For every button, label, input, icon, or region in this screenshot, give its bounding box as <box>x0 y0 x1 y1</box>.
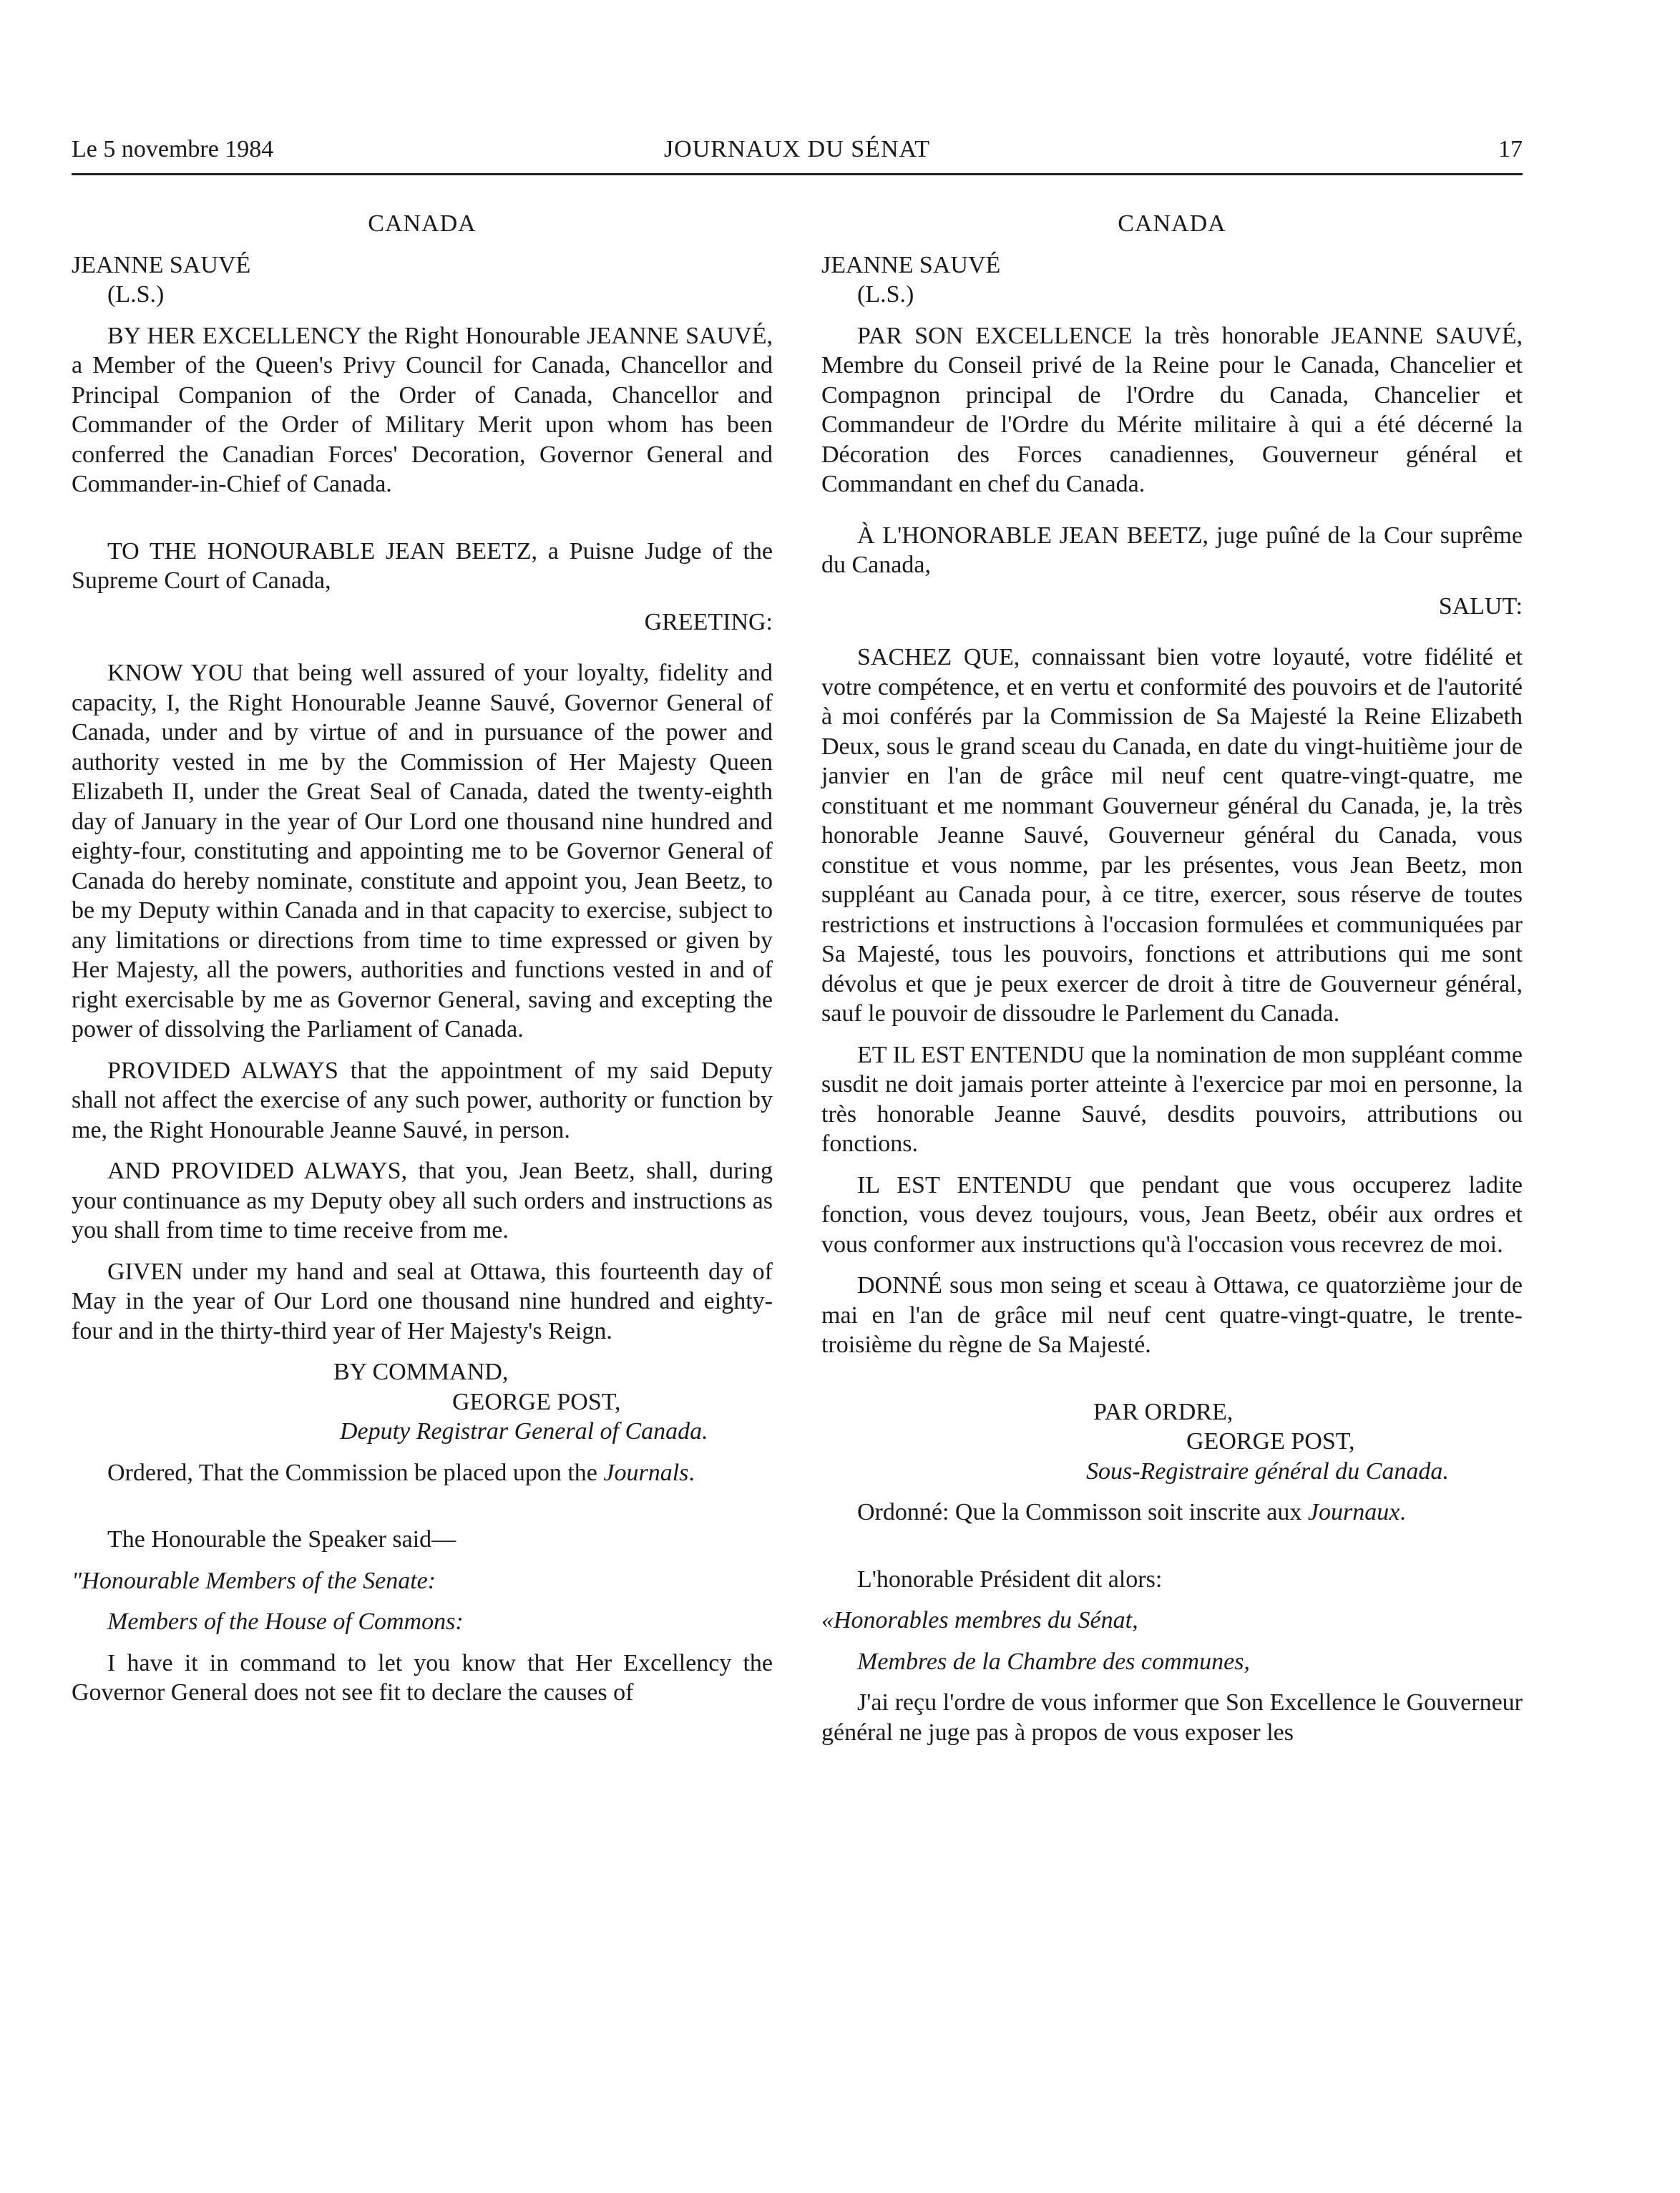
provided-always-paragraph: PROVIDED ALWAYS that the appointment of my said Deputy shall not affect the exercise of any such power, authority or function by me, the Right Honourable Jeanne Sauvé, in person. <box>72 1057 773 1143</box>
ordered-journals: Journaux <box>1307 1499 1400 1525</box>
ordered-text: Ordered, That the Commission be placed upon the <box>107 1459 604 1486</box>
know-you-paragraph: KNOW YOU that being well assured of your loyalty, fidelity and capacity, I, the Right Honourable Jeanne Sauvé, Governor General of Canada, under and by virtue of and in pursuance of the power and authority vested in me by the Commission of Her Majesty Queen Elizabeth II, under the Great Seal of Canada, dated the twenty-eighth day of January in the year of Our Lord one thousand nine hundred and eighty-four, constituting and appointing me to be Governor General of Canada do hereby nominate, constitute and appoint you, Jean Beetz, to be my Deputy within Canada and in that capacity to exercise, subject to any limitations or directions from time to time expressed or given by Her Majesty, all the powers, authorities and functions vested in and of right exercisable by me as Governor General, saving and excepting the power of dissolving the Parliament of Canada. <box>72 660 773 1042</box>
by-command-line: PAR ORDRE, <box>1093 1398 1234 1425</box>
country-heading: CANADA <box>368 210 477 237</box>
address-senate-line: «Honorables membres du Sénat, <box>821 1607 1138 1633</box>
page-header <box>72 136 1523 175</box>
closing-paragraph: I have it in command to let you know that Her Excellency the Governor General does not see fit to declare the causes of <box>72 1649 773 1706</box>
address-commons-line: Members of the House of Commons: <box>107 1608 464 1635</box>
english-column <box>72 209 773 1708</box>
addressee-paragraph: TO THE HONOURABLE JEAN BEETZ, a Puisne Judge of the Supreme Court of Canada, <box>72 537 773 594</box>
preamble-paragraph: PAR SON EXCELLENCE la très honorable JEANNE SAUVÉ, Membre du Conseil privé de la Reine pour le Canada, Chancelier et Compagnon principal de l'Ordre du Canada, Chancelier et Commandeur de l'Ordre du Mérite militaire à qui a été décerné la Décoration des Forces canadiennes, Gouverneur général et Commandant en chef du Canada. <box>821 322 1523 497</box>
signer-name: JEANNE SAUVÉ <box>821 251 1001 278</box>
ordered-suffix: . <box>688 1459 695 1486</box>
seal-mark: (L.S.) <box>107 281 165 308</box>
registrar-name: GEORGE POST, <box>1186 1428 1355 1455</box>
journal-title: JOURNAUX DU SÉNAT <box>663 136 931 162</box>
addressee-paragraph: À L'HONORABLE JEAN BEETZ, juge puîné de la Cour suprême du Canada, <box>821 522 1523 578</box>
preamble-paragraph: BY HER EXCELLENCY the Right Honourable JEANNE SAUVÉ, a Member of the Queen's Privy Council for Canada, Chancellor and Principal Companion of the Order of Canada, Chancellor and Commander of the Order of Military Merit upon whom has been conferred the Canadian Forces' Decoration, Governor General and Commander-in-Chief of Canada. <box>72 322 773 497</box>
and-provided-paragraph: AND PROVIDED ALWAYS, that you, Jean Beetz, shall, during your continuance as my Deputy obey all such orders and instructions as you shall from time to time receive from me. <box>72 1158 773 1244</box>
country-heading: CANADA <box>1118 210 1226 237</box>
address-senate-line: "Honourable Members of the Senate: <box>72 1567 436 1594</box>
page-number: 17 <box>1498 136 1523 162</box>
seal-mark: (L.S.) <box>857 281 914 308</box>
ordered-paragraph <box>72 1458 773 1488</box>
speaker-said-line: The Honourable the Speaker said— <box>107 1526 456 1553</box>
speaker-said-line: L'honorable Président dit alors: <box>857 1566 1163 1593</box>
registrar-title: Sous-Registraire général du Canada. <box>1086 1457 1449 1485</box>
address-commons-line: Membres de la Chambre des communes, <box>857 1648 1250 1675</box>
provided-always-paragraph: ET IL EST ENTENDU que la nomination de mon suppléant comme susdit ne doit jamais porter atteinte à l'exercice par moi en personne, la très honorable Jeanne Sauvé, desdits pouvoirs, attributions ou fonctions. <box>821 1041 1523 1157</box>
know-you-paragraph: SACHEZ QUE, connaissant bien votre loyauté, votre fidélité et votre compétence, et en vertu et conformité des pouvoirs et de l'autorité à moi conférés par la Commission de Sa Majesté la Reine Elizabeth Deux, sous le grand sceau du Canada, en date du vingt-huitième jour de janvier en l'an de grâce mil neuf cent quatre-vingt-quatre, me constituant et me nommant Gouverneur général du Canada, je, la très honorable Jeanne Sauvé, Gouverneur général du Canada, vous constitue et vous nomme, par les présentes, vous Jean Beetz, mon suppléant au Canada pour, à ce titre, exercer, sous réserve de toutes restrictions et instructions à l'occasion formulées et communiquées par Sa Majesté, tous les pouvoirs, fonctions et attributions qui me sont dévolus et que je peux exercer de droit à titre de Gouverneur général, sauf le pouvoir de dissoudre le Parlement du Canada. <box>821 644 1523 1027</box>
ordered-paragraph <box>821 1498 1523 1528</box>
greeting-line: SALUT: <box>1438 592 1523 620</box>
given-paragraph: GIVEN under my hand and seal at Ottawa, this fourteenth day of May in the year of Our Lord one thousand nine hundred and eighty-four and in the thirty-third year of Her Majesty's Reign. <box>72 1258 773 1344</box>
ordered-suffix: . <box>1400 1499 1406 1525</box>
given-paragraph: DONNÉ sous mon seing et sceau à Ottawa, ce quatorzième jour de mai en l'an de grâce mil neuf cent quatre-vingt-quatre, le trente-troisième du règne de Sa Majesté. <box>821 1272 1523 1358</box>
registrar-name: GEORGE POST, <box>452 1388 621 1415</box>
ordered-journals: Journals <box>603 1459 689 1486</box>
and-provided-paragraph: IL EST ENTENDU que pendant que vous occuperez ladite fonction, vous devez toujours, vous, Jean Beetz, obéir aux ordres et vous conformer aux instructions qu'à l'occasion vous recevrez de moi. <box>821 1171 1523 1258</box>
header-date: Le 5 novembre 1984 <box>72 136 274 162</box>
registrar-title: Deputy Registrar General of Canada. <box>340 1418 708 1445</box>
closing-paragraph: J'ai reçu l'ordre de vous informer que Son Excellence le Gouverneur général ne juge pas à propos de vous exposer les <box>821 1689 1523 1746</box>
by-command-line: BY COMMAND, <box>333 1359 509 1385</box>
signer-name: JEANNE SAUVÉ <box>72 251 251 278</box>
ordered-text: Ordonné: Que la Commisson soit inscrite aux <box>857 1499 1308 1525</box>
greeting-line: GREETING: <box>644 608 773 635</box>
french-column <box>821 209 1523 1747</box>
